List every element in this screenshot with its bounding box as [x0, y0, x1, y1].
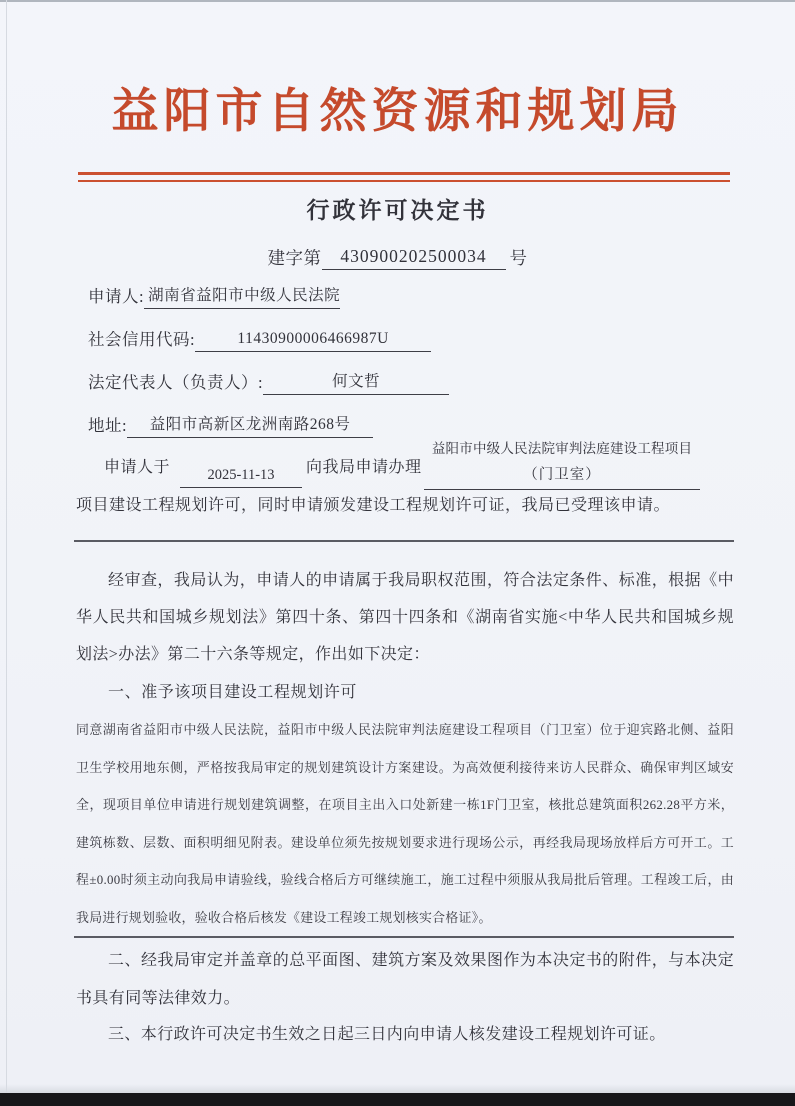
decision-item2: 二、经我局审定并盖章的总平面图、建筑方案及效果图作为本决定书的附件，与本决定书具有同等法律效力。: [76, 952, 734, 1007]
field-address: [88, 412, 373, 438]
legal-representative-value: 何文哲: [263, 369, 449, 395]
application-sentence: [0, 438, 795, 494]
review-paragraph: 经审查，我局认为，申请人的申请属于我局职权范围，符合法定条件、标准，根据《中华人民共和国城乡规划法》第四十条、第四十四条和《湖南省实施<中华人民共和国城乡规划法>办法》第二十六条等规定，作出如下决定：: [76, 572, 734, 663]
decision-item1-title: 一、准予该项目建设工程规划许可: [108, 684, 358, 701]
field-applicant: [88, 283, 340, 309]
doc-number-suffix: 号: [509, 248, 528, 268]
document-number-line: [0, 245, 795, 270]
application-middle-text: 向我局申请办理: [306, 459, 422, 476]
project-name-line2: （门卫室）: [523, 467, 601, 483]
application-lead-text: 申请人于: [104, 459, 171, 476]
decision-item3: 三、本行政许可决定书生效之日起三日内向申请人核发建设工程规划许可证。: [108, 1026, 666, 1043]
scan-left-edge: [6, 0, 7, 1106]
field-credit-code: [88, 326, 431, 352]
address-value: 益阳市高新区龙洲南路268号: [127, 412, 373, 438]
applicant-label: 申请人:: [88, 287, 145, 306]
legal-representative-label: 法定代表人（负责人）:: [88, 373, 264, 392]
scan-bottom-edge: [0, 1093, 795, 1106]
project-name-line1: 益阳市中级人民法院审判法庭建设工程项目: [431, 441, 693, 456]
scan-bottom-shadow: [0, 1084, 795, 1093]
section-divider-bottom: [74, 936, 734, 938]
decision-item1-body: 同意湖南省益阳市中级人民法院，益阳市中级人民法院审判法庭建设工程项目（门卫室）位于迎宾路北侧、益阳卫生学校用地东侧，严格按我局审定的规划建筑设计方案建设。为高效便利接待来访人民群众、确保审判区域安全，现项目单位申请进行规划建筑调整，在项目主出入口处新建一栋1F门卫室，核批总建筑面积262.28平方米，建筑栋数、层数、面积明细见附表。建设单位须先按规划要求进行现场公示，再经我局现场放样后方可开工。工程±0.00时须主动向我局申请验线，验线合格后方可继续施工，施工过程中须服从我局批后管理。工程竣工后，由我局进行规划验收，验收合格后核发《建设工程竣工规划核实合格证》。: [76, 723, 734, 925]
doc-number-value: 430900202500034: [322, 246, 506, 270]
project-name-block: [424, 438, 700, 490]
credit-code-label: 社会信用代码:: [88, 330, 196, 349]
applicant-value: 湖南省益阳市中级人民法院: [144, 283, 340, 309]
header-rule-thick: [78, 172, 730, 175]
application-date: 2025-11-13: [180, 446, 302, 488]
section-divider-top: [74, 540, 734, 542]
header-rule-thin: [78, 180, 730, 182]
doc-number-prefix: 建字第: [267, 248, 322, 268]
document-title: 行政许可决定书: [306, 198, 489, 223]
field-legal-representative: [88, 369, 449, 395]
scan-top-edge: [0, 0, 795, 2]
application-tail-text: 项目建设工程规划许可，同时申请颁发建设工程规划许可证，我局已受理该申请。: [76, 497, 671, 514]
agency-name: 益阳市自然资源和规划局: [111, 84, 684, 137]
credit-code-value: 11430900006466987U: [195, 330, 431, 352]
address-label: 地址:: [88, 416, 128, 435]
